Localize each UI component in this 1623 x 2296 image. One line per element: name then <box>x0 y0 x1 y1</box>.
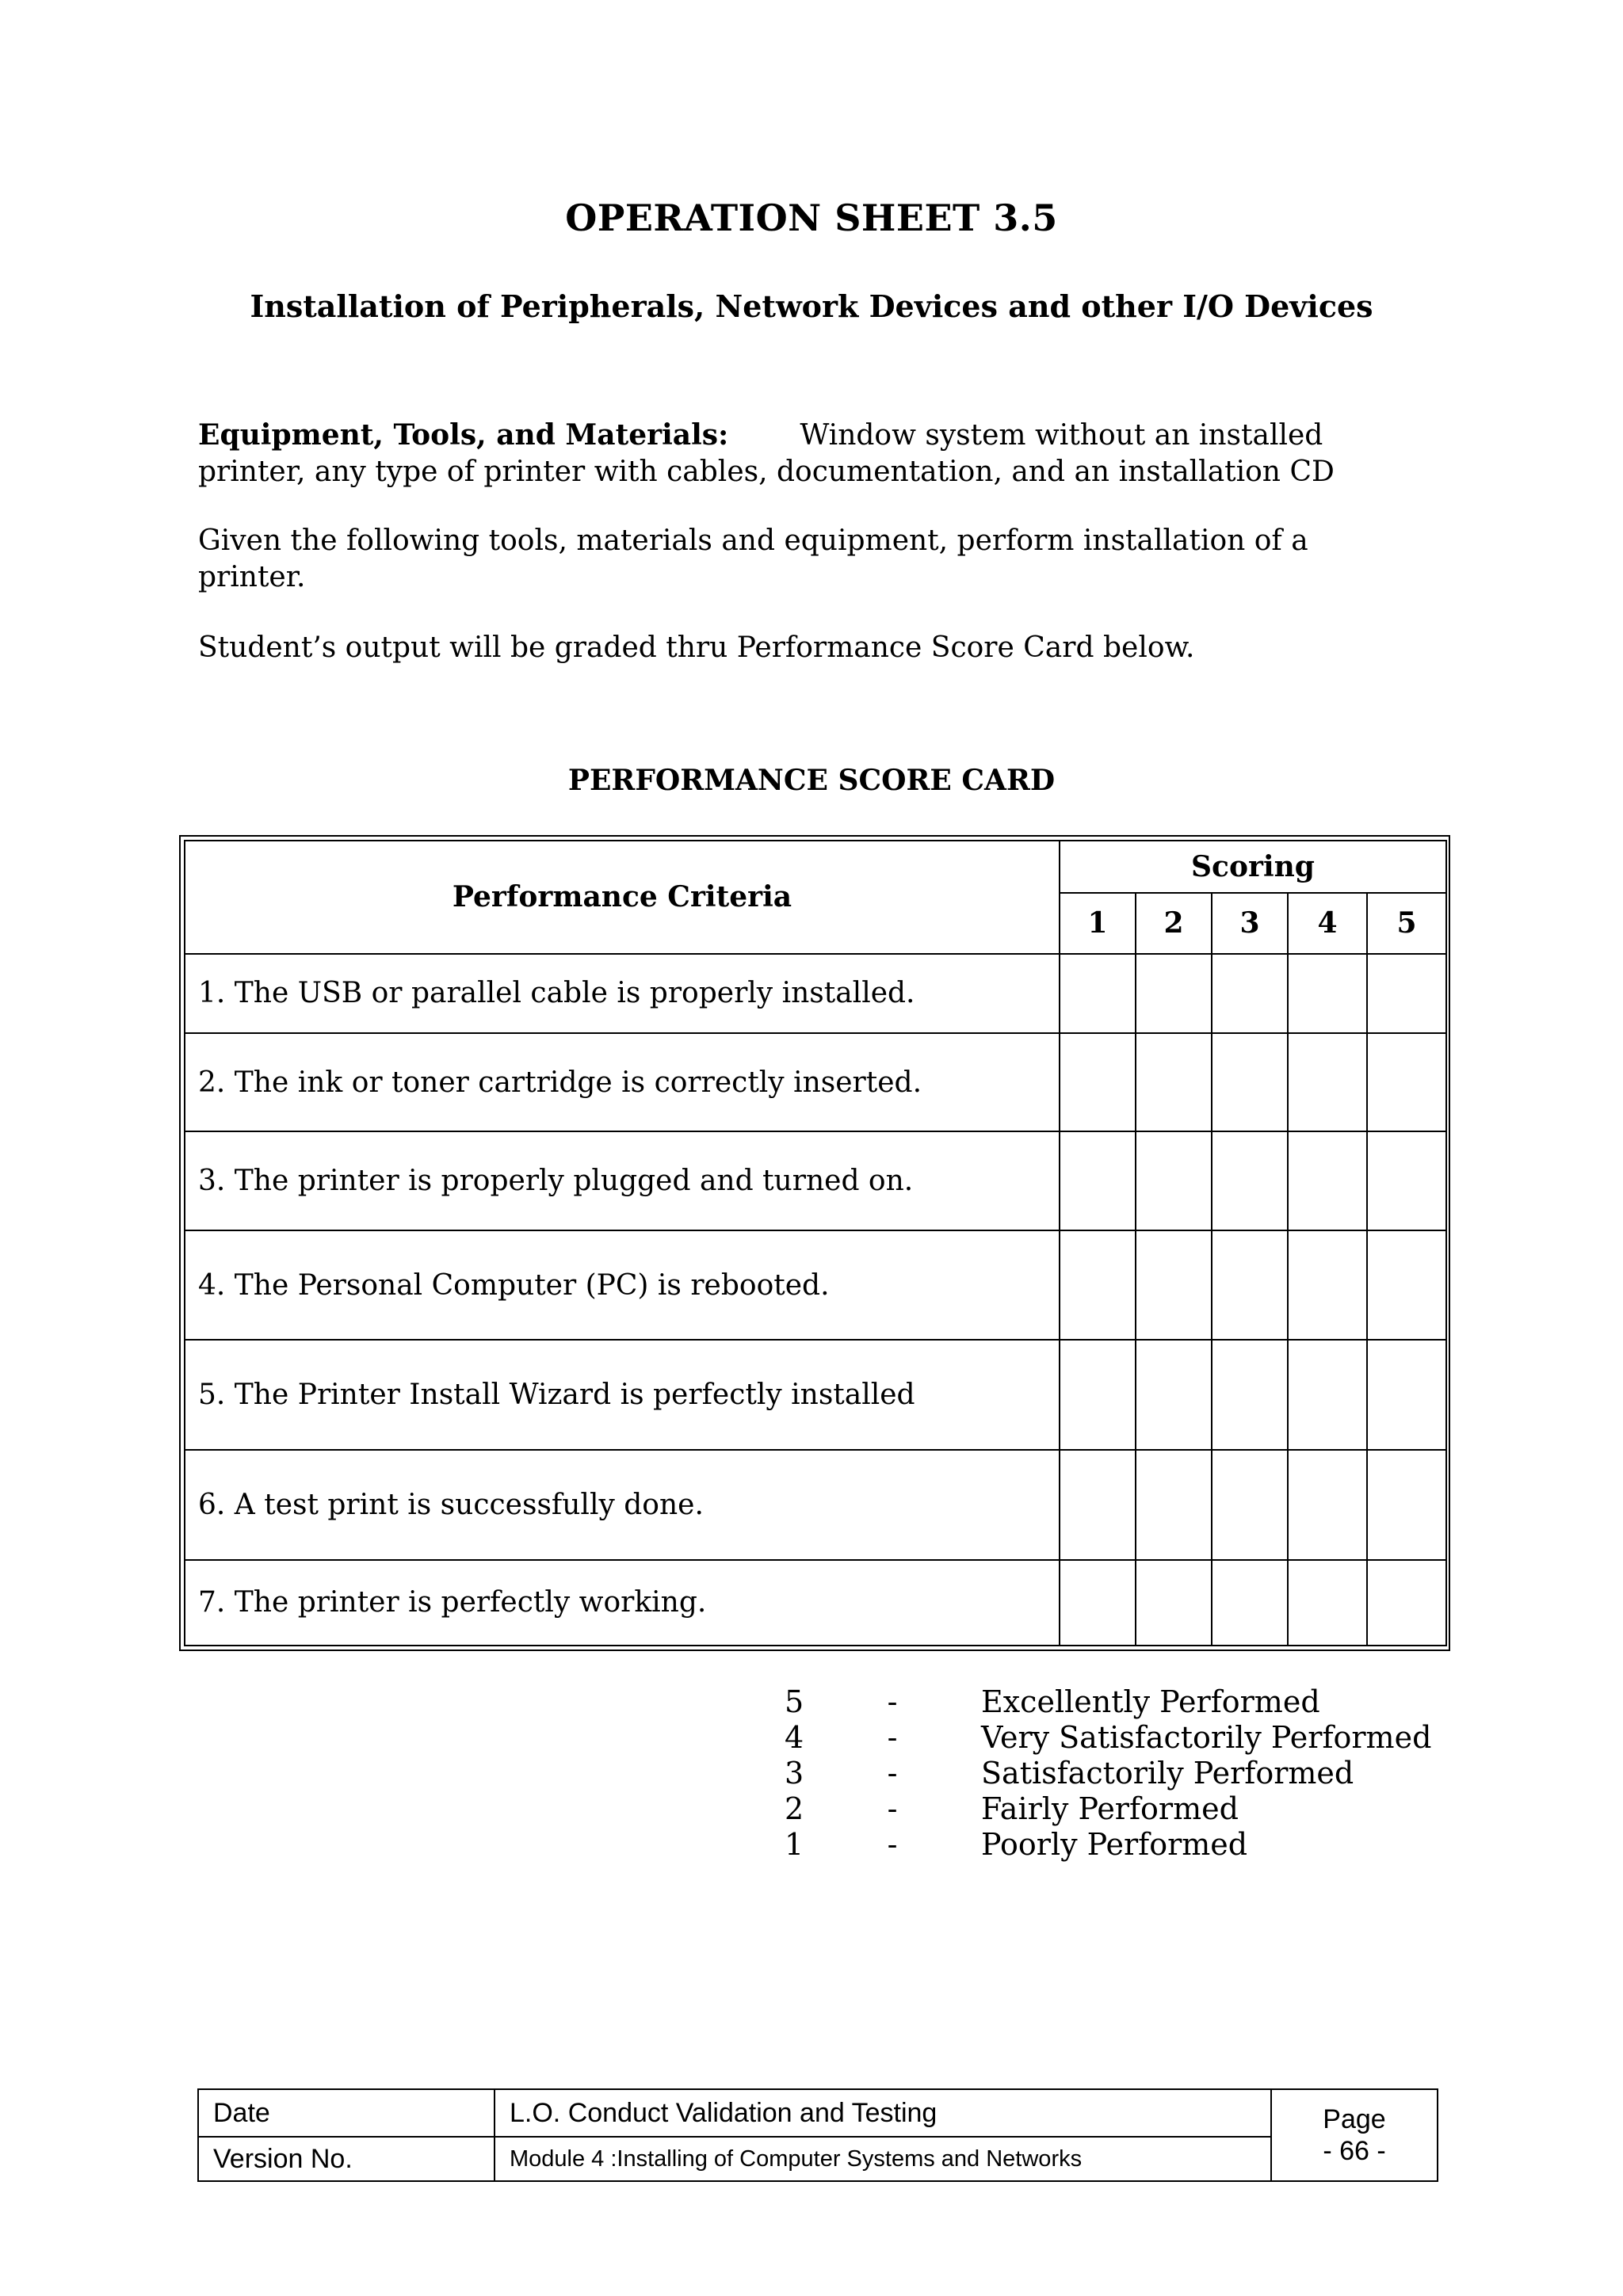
score-cell[interactable] <box>1288 1560 1367 1646</box>
table-row <box>185 1340 1446 1450</box>
score-cell[interactable] <box>1212 1033 1288 1131</box>
scoring-header: Scoring <box>1060 841 1446 893</box>
score-card-table <box>184 840 1447 1646</box>
score-col-4: 4 <box>1288 893 1367 953</box>
table-row <box>185 1560 1446 1646</box>
legend-meaning: Satisfactorily Performed <box>981 1756 1354 1791</box>
score-card-heading: PERFORMANCE SCORE CARD <box>567 764 1056 797</box>
footer-row-1 <box>198 2089 1438 2137</box>
score-cell[interactable] <box>1367 1033 1446 1131</box>
score-cell[interactable] <box>1288 1340 1367 1450</box>
score-cell[interactable] <box>1060 1340 1136 1450</box>
legend-dash: - <box>887 1720 898 1755</box>
legend-meaning: Poorly Performed <box>981 1827 1248 1862</box>
legend-score: 3 <box>785 1756 804 1791</box>
score-cell[interactable] <box>1136 1340 1212 1450</box>
equipment-label: Equipment, Tools, and Materials: <box>198 418 729 452</box>
footer-lo: L.O. Conduct Validation and Testing <box>495 2089 1271 2137</box>
score-card-table-frame <box>179 835 1450 1651</box>
score-cell[interactable] <box>1367 1450 1446 1560</box>
legend-dash: - <box>887 1827 898 1862</box>
score-cell[interactable] <box>1060 1033 1136 1131</box>
legend-item <box>785 1720 1431 1756</box>
score-col-5: 5 <box>1367 893 1446 953</box>
instructions-line-1: Given the following tools, materials and equipment, perform installation of a <box>198 524 1308 557</box>
score-cell[interactable] <box>1212 1131 1288 1230</box>
legend-item <box>785 1684 1431 1720</box>
equipment-line-1 <box>198 417 1434 454</box>
legend-item <box>785 1791 1431 1827</box>
footer-version-label: Version No. <box>198 2137 495 2181</box>
score-cell[interactable] <box>1367 1230 1446 1341</box>
footer-module: Module 4 :Installing of Computer Systems and Networks <box>495 2137 1271 2181</box>
footer-page-label: Page <box>1323 2104 1386 2134</box>
table-row <box>185 1033 1446 1131</box>
score-cell[interactable] <box>1060 954 1136 1033</box>
footer-page <box>1271 2089 1438 2181</box>
score-cell[interactable] <box>1060 1450 1136 1560</box>
criterion-4: 4. The Personal Computer (PC) is rebooted. <box>185 1230 1060 1341</box>
score-cell[interactable] <box>1288 954 1367 1033</box>
score-cell[interactable] <box>1367 1560 1446 1646</box>
footer-page-number: - 66 - <box>1323 2136 1386 2166</box>
score-cell[interactable] <box>1060 1131 1136 1230</box>
criterion-5: 5. The Printer Install Wizard is perfectly installed <box>185 1340 1060 1450</box>
grading-note: Student’s output will be graded thru Performance Score Card below. <box>198 631 1195 664</box>
criterion-7: 7. The printer is perfectly working. <box>185 1560 1060 1646</box>
score-cell[interactable] <box>1288 1131 1367 1230</box>
equipment-text-2: printer, any type of printer with cables, documentation, and an installation CD <box>198 456 1335 488</box>
criterion-3: 3. The printer is properly plugged and turned on. <box>185 1131 1060 1230</box>
table-row <box>185 1230 1446 1341</box>
score-cell[interactable] <box>1060 1230 1136 1341</box>
legend-item <box>785 1756 1431 1791</box>
legend-dash: - <box>887 1684 898 1719</box>
legend-meaning: Fairly Performed <box>981 1791 1239 1826</box>
table-row <box>185 954 1446 1033</box>
equipment-text-1: Window system without an installed <box>800 419 1323 452</box>
instructions-line-2: printer. <box>198 561 306 593</box>
legend-dash: - <box>887 1756 898 1791</box>
legend-meaning: Very Satisfactorily Performed <box>981 1720 1432 1755</box>
footer-row-2 <box>198 2137 1438 2181</box>
score-col-3: 3 <box>1212 893 1288 953</box>
page-title: OPERATION SHEET 3.5 <box>565 196 1058 239</box>
table-row <box>185 1131 1446 1230</box>
equipment-paragraph <box>198 417 1434 490</box>
criterion-1: 1. The USB or parallel cable is properly installed. <box>185 954 1060 1033</box>
legend-score: 4 <box>785 1720 804 1755</box>
score-col-1: 1 <box>1060 893 1136 953</box>
score-cell[interactable] <box>1212 1560 1288 1646</box>
score-cell[interactable] <box>1367 1340 1446 1450</box>
score-cell[interactable] <box>1060 1560 1136 1646</box>
legend-dash: - <box>887 1791 898 1826</box>
score-cell[interactable] <box>1136 1033 1212 1131</box>
score-cell[interactable] <box>1288 1450 1367 1560</box>
score-legend <box>785 1684 1431 1863</box>
legend-score: 5 <box>785 1684 804 1719</box>
score-cell[interactable] <box>1367 954 1446 1033</box>
score-cell[interactable] <box>1136 1230 1212 1341</box>
score-cell[interactable] <box>1136 1450 1212 1560</box>
legend-meaning: Excellently Performed <box>981 1684 1320 1719</box>
page-footer <box>197 2088 1438 2182</box>
score-cell[interactable] <box>1136 954 1212 1033</box>
score-cell[interactable] <box>1136 1560 1212 1646</box>
header-row-top <box>185 841 1446 893</box>
score-cell[interactable] <box>1367 1131 1446 1230</box>
score-cell[interactable] <box>1212 1450 1288 1560</box>
score-cell[interactable] <box>1212 954 1288 1033</box>
instructions-paragraph <box>198 523 1434 596</box>
table-row <box>185 1450 1446 1560</box>
criterion-6: 6. A test print is successfully done. <box>185 1450 1060 1560</box>
score-cell[interactable] <box>1212 1230 1288 1341</box>
score-cell[interactable] <box>1212 1340 1288 1450</box>
criterion-2: 2. The ink or toner cartridge is correctly inserted. <box>185 1033 1060 1131</box>
criteria-header: Performance Criteria <box>185 841 1060 954</box>
page-subtitle: Installation of Peripherals, Network Devices and other I/O Devices <box>250 288 1373 324</box>
legend-score: 1 <box>785 1827 804 1862</box>
footer-date-label: Date <box>198 2089 495 2137</box>
legend-score: 2 <box>785 1791 804 1826</box>
score-col-2: 2 <box>1136 893 1212 953</box>
score-cell[interactable] <box>1288 1230 1367 1341</box>
score-cell[interactable] <box>1288 1033 1367 1131</box>
legend-item <box>785 1827 1431 1863</box>
score-cell[interactable] <box>1136 1131 1212 1230</box>
